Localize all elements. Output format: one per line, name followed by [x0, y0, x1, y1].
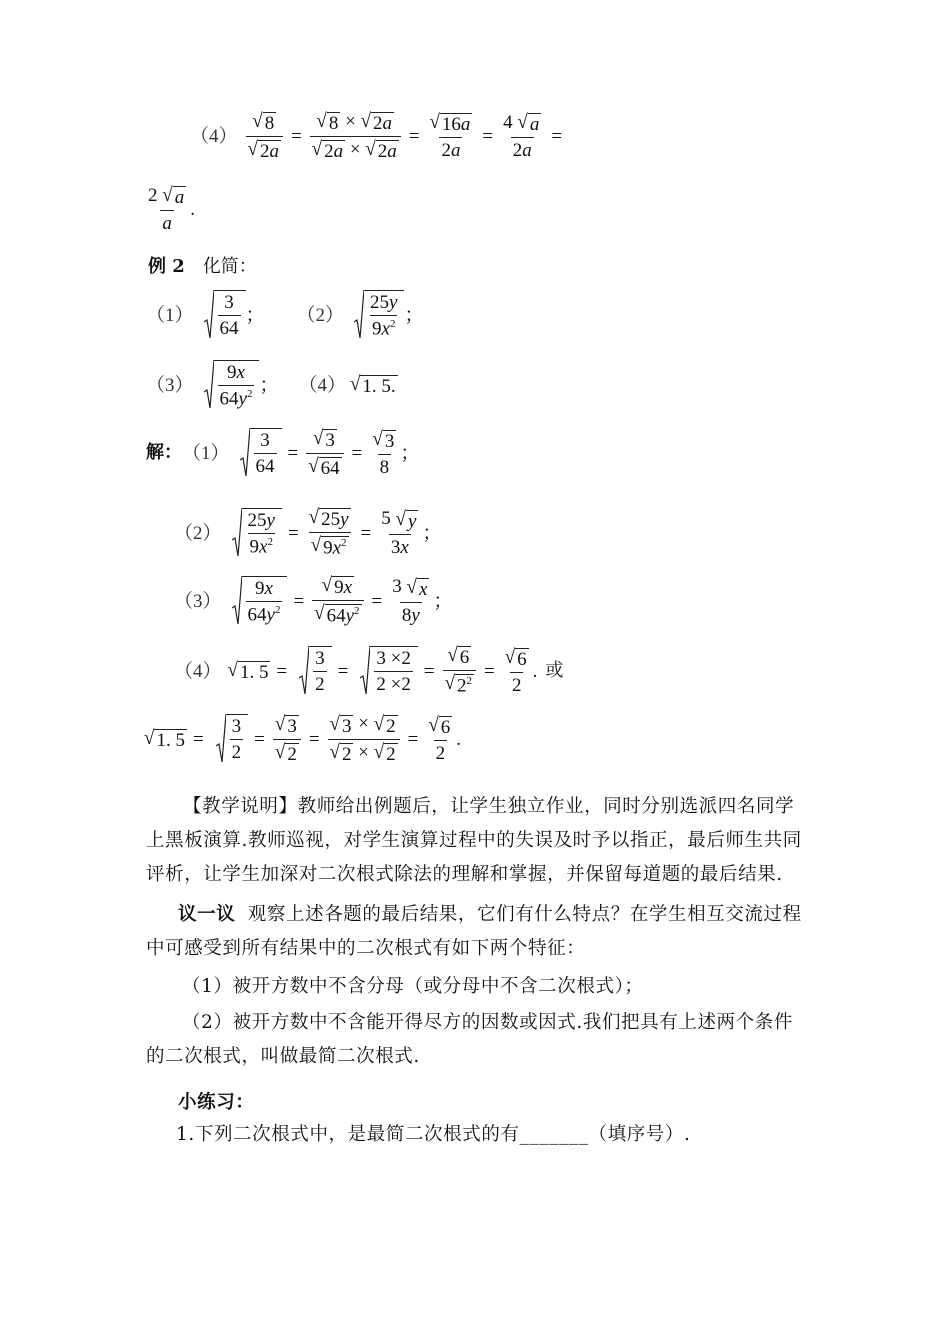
fraction: √ 3 8	[372, 427, 395, 478]
part4-label: （4）	[190, 126, 238, 148]
question-row-1: （1） $\frac{3}{64}$ ； （2） $\frac{25y}{9x^2}$ ；	[146, 292, 424, 340]
feature-1: （1）被开方数中不含分母（或分母中不含二次根式）；	[182, 976, 644, 997]
q3-label: （3）	[146, 374, 194, 396]
radical: √ 1. 5.	[349, 372, 396, 397]
radical: $\frac{25y}{9x^2}$	[232, 508, 282, 558]
fraction: 3 √ x 8y	[392, 575, 428, 626]
solution-4: （4） √ 1. 5 = $\frac{3}{2}$ = $\frac{3 \times 2}{2 \times 2}$ = √ 6 √ $2^2$ = √ 6 2 . 或	[174, 644, 564, 697]
example-heading	[148, 252, 257, 278]
period: .	[190, 199, 195, 221]
solution-label: 解：	[146, 442, 182, 463]
fraction: 4 √ a 2a	[503, 111, 540, 162]
fraction: √ 6 √ $2^2$	[443, 646, 476, 695]
part4-result	[144, 186, 195, 233]
fraction: √ 3 × √ 2 √ 2 × √ 2	[328, 714, 400, 763]
s3-label: （3）	[174, 590, 222, 612]
q2-label: （2）	[296, 304, 345, 326]
example-title: 化简：	[202, 256, 257, 277]
radical: √ 1. 5	[227, 658, 269, 683]
fraction: √ 6 2	[428, 713, 451, 764]
solution-4-alt: √ 1. 5 = $\frac{3}{2}$ = √ 3 √ 2 = √ 3 × √ 2 √ 2 × √ 2 = √ 6 2 .	[144, 712, 462, 765]
discussion-text: 观察上述各题的最后结果，它们有什么特点？在学生相互交流过程中可感受到所有结果中的二次根式有如下两个特征：	[146, 904, 802, 959]
radical: $\frac{3}{2}$	[299, 646, 332, 696]
fraction: √ 8 √ 2a	[246, 112, 283, 161]
s1-label: （1）	[182, 442, 230, 464]
q1-label: （1）	[146, 304, 194, 326]
radical: $\frac{9x}{64y^2}$	[232, 576, 288, 626]
fraction: √ 3 √ 2	[273, 714, 301, 763]
fraction: √ 3 √ 64	[306, 428, 343, 477]
teaching-note: 【教学说明】教师给出例题后，让学生独立作业，同时分别选派四名同学上黑板演算.教师巡视，对学生演算过程中的失误及时予以指正，最后师生共同评析，让学生加深对二次根式除法的理解和掌握，并保留每道题的最后结果.	[146, 796, 802, 885]
discussion-heading: 议一议	[178, 904, 236, 925]
fraction: √ 16a 2a	[429, 111, 471, 162]
fraction: √ 8 × √ 2a √ 2a × √ 2a	[310, 112, 401, 161]
fraction: √ 6 2	[504, 645, 527, 696]
radical: $\frac{3}{2}$	[216, 714, 249, 764]
question-row-2: （3） $\frac{9x}{64y^2}$ ； （4） √ 1. 5.	[146, 362, 396, 410]
practice-heading: 小练习：	[178, 1092, 255, 1113]
radical: $\frac{9x}{64y^2}$	[204, 360, 260, 410]
part4-equation: （4） √ 8 √ 2a = √ 8 × √ 2a √ 2a × √ 2a = √ 16a 2a = 4 √ a 2a =	[190, 110, 563, 163]
radical: $\frac{3}{64}$	[240, 428, 282, 478]
discussion-paragraph	[146, 898, 808, 966]
feature-2: （2）被开方数中不含能开得尽方的因数或因式.我们把具有上述两个条件的二次根式，叫做最简二次根式.	[146, 1012, 793, 1067]
fraction: 5 √ y 3x	[381, 507, 417, 558]
fraction: √ 25y √ $9x^2$	[308, 506, 349, 559]
solution-2: （2） $\frac{25y}{9x^2}$ = √ 25y √ $9x^2$ = 5 √ y 3x ；	[174, 506, 442, 559]
fraction: √ 9x √ $64y^2$	[312, 576, 363, 625]
radical: $\frac{3 \times 2}{2 \times 2}$	[360, 646, 417, 696]
practice-question-1: 1.下列二次根式中，是最简二次根式的有_______（填序号）.	[176, 1124, 691, 1145]
or-word: 或	[545, 660, 564, 681]
q4-label: （4）	[298, 374, 346, 396]
radical: √ 1. 5	[144, 726, 185, 751]
s2-label: （2）	[174, 522, 222, 544]
solution-1: 解： （1） $\frac{3}{64}$ = √ 3 √ 64 = √ 3 8 ；	[146, 426, 420, 479]
solution-3: （3） $\frac{9x}{64y^2}$ = √ 9x √ $64y^2$ = 3 √ x 8y ；	[174, 574, 453, 627]
s4-label: （4）	[174, 660, 222, 682]
example-label: 例 2	[148, 256, 185, 277]
fraction: 2 √ a a	[148, 184, 185, 235]
radical: $\frac{3}{64}$	[204, 290, 246, 340]
radical: $\frac{25y}{9x^2}$	[354, 290, 404, 340]
